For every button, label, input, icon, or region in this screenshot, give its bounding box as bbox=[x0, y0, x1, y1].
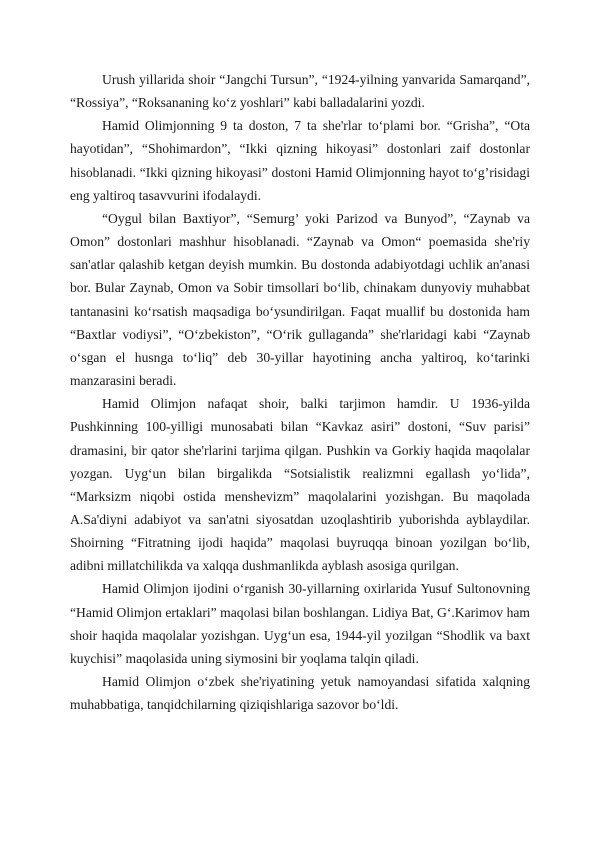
paragraph-3: “Oygul bilan Baxtiyor”, “Semurg’ yoki Parizod va Bunyod”, “Zaynab va Omon” dostonlari mashhur hisoblanadi. “Zaynab va Omon“ poemasida she'riy san'atlar qalashib ketgan deyish mumkin. Bu dostonda adabiyotdagi uchlik an'anasi bor. Bular Zaynab, Omon va Sobir timsollari bo‘lib, chinakam dunyoviy muhabbat tantanasini ko‘rsatish maqsadiga bo‘ysundirilgan. Faqat muallif bu dostonida ham “Baxtlar vodiysi”, “O‘zbekiston”, “O‘rik gullaganda” she'rlaridagi kabi “Zaynab o‘sgan el husnga to‘liq” deb 30-yillar hayotining ancha yaltiroq, ko‘tarinki manzarasini beradi. bbox=[70, 210, 530, 389]
paragraph-1: Urush yillarida shoir “Jangchi Tursun”, “1924-yilning yanvarida Samarqand”, “Rossiya”, “Roksananing ko‘z yoshlari” kabi balladalarini yozdi. bbox=[70, 72, 530, 111]
paragraph-5: Hamid Olimjon ijodini o‘rganish 30-yillarning oxirlarida Yusuf Sultonovning “Hamid Olimjon ertaklari” maqolasi bilan boshlangan. Lidiya Bat, G‘.Karimov ham shoir haqida maqolalar yozishgan. Uyg‘un esa, 1944-yil yozilgan “Shodlik va baxt kuychisi” maqolasida uning siymosini bir yoqlama talqin qiladi. bbox=[70, 581, 530, 666]
paragraph-6: Hamid Olimjon o‘zbek she'riyatining yetuk namoyandasi sifatida xalqning muhabbatiga, tanqidchilarning qiziqishlariga sazovor bo‘ldi. bbox=[70, 674, 530, 713]
paragraph-2: Hamid Olimjonning 9 ta doston, 7 ta she'rlar to‘plami bor. “Grisha”, “Ota hayotidan”, “Shohimardon”, “Ikki qizning hikoyasi” dostonlari zaif dostonlar hisoblanadi. “Ikki qizning hikoyasi” dostoni Hamid Olimjonning hayot to‘g’risidagi eng yaltiroq tasavvurini ifodalaydi. bbox=[70, 118, 530, 203]
paragraph-4: Hamid Olimjon nafaqat shoir, balki tarjimon hamdir. U 1936-yilda Pushkinning 100-yilligi munosabati bilan “Kavkaz asiri” dostoni, “Suv parisi” dramasini, bir qator she'rlarini tarjima qilgan. Pushkin va Gorkiy haqida maqolalar yozgan. Uyg‘un bilan birgalikda “Sotsialistik realizmni egallash yo‘lida”, “Marksizm niqobi ostida menshevizm” maqolalarini yozishgan. Bu maqolada A.Sa'diyni adabiyot va san'atni siyosatdan uzoqlashtirib yuborishda ayblaydilar. Shoirning “Fitratning ijodi haqida” maqolasi buyruqqa binoan yozilgan bo‘lib, adibni millatchilikda va xalqqa dushmanlikda ayblash asosiga qurilgan. bbox=[70, 396, 530, 574]
document-body bbox=[70, 68, 530, 716]
